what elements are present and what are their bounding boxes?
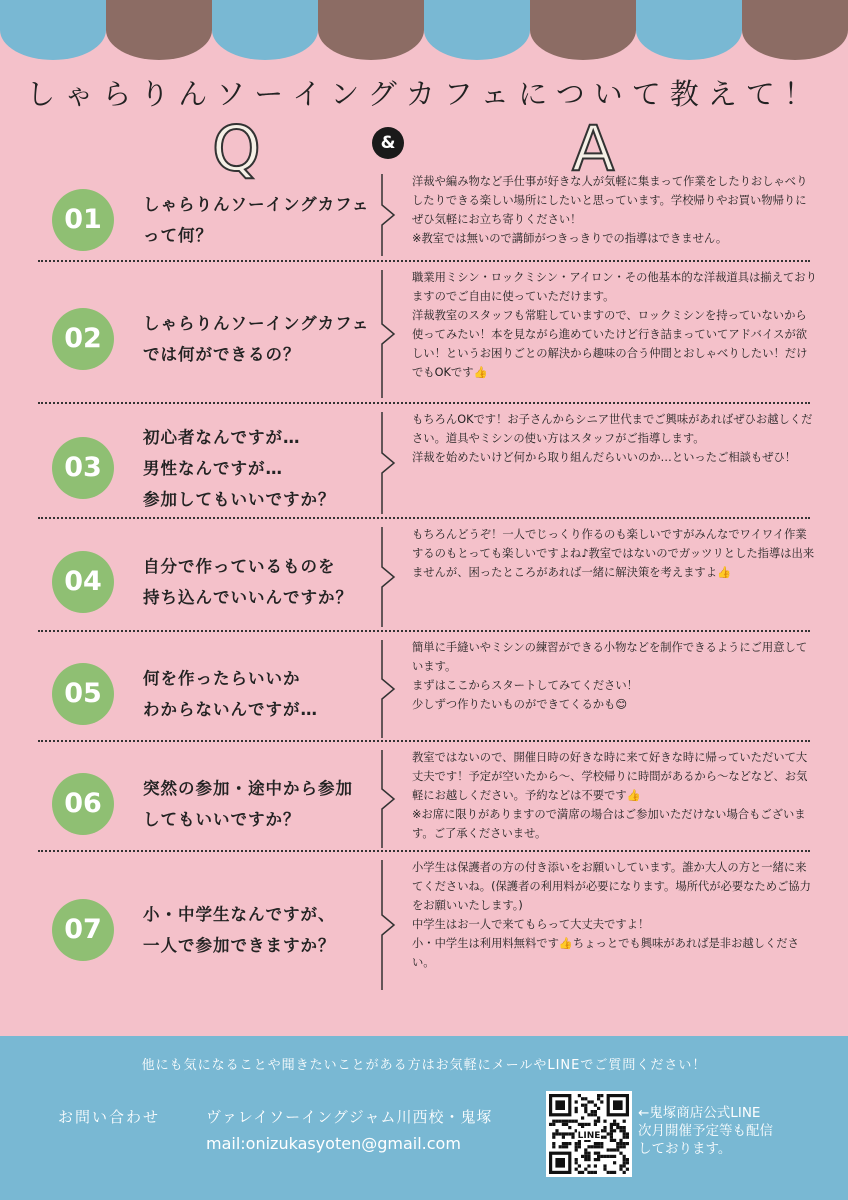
line-note-line: ←鬼塚商店公式LINE: [638, 1105, 761, 1121]
question-line: 自分で作っているものを: [143, 557, 336, 576]
answer-text: [412, 748, 817, 843]
line-qr-code[interactable]: [546, 1091, 632, 1177]
bracket-divider: [378, 412, 398, 514]
question-line: しゃらりんソーイングカフェ: [143, 314, 370, 333]
bracket-divider: [378, 860, 398, 990]
question-line: 参加してもいいですか？: [143, 489, 336, 509]
qa-item: [0, 410, 848, 522]
bracket-divider: [378, 270, 398, 398]
question-text: [143, 189, 378, 251]
contact-school: ヴァレイソーイングジャム川西校・鬼塚: [206, 1108, 493, 1126]
a-letter: A: [572, 112, 615, 185]
answer-text: [412, 638, 817, 714]
contact-label: お問い合わせ: [58, 1108, 161, 1126]
awning-stripe: [636, 0, 742, 60]
question-text: [143, 663, 378, 725]
awning-stripe: [424, 0, 530, 60]
footer-message: 他にも気になることや聞きたいことがある方はお気軽にメールやLINEでご質問ください！: [141, 1058, 707, 1073]
question-line: では何ができるの？: [143, 345, 301, 364]
question-line: わからないんですが…: [143, 700, 318, 719]
contact-email[interactable]: mail:onizukasyoten@gmail.com: [206, 1134, 461, 1153]
awning-stripe: [212, 0, 318, 60]
answer-paragraph: 小学生は保護者の方の付き添いをお願いしています。誰か大人の方と一緒に来てくださいね。(保護者の利用料が必要になります。場所代が必要なためご協力をお願いいたします。): [412, 861, 811, 912]
answer-text: [412, 410, 817, 467]
question-line: 何を作ったらいいか: [143, 669, 301, 688]
item-number-badge: 01: [52, 189, 114, 251]
question-line: してもいいですか？: [143, 810, 301, 829]
answer-paragraph: 中学生はお一人で来てもらって大丈夫ですよ！: [412, 918, 650, 931]
awning-stripe: [742, 0, 848, 60]
question-line: って何？: [143, 226, 213, 245]
question-line: 小・中学生なんですが、: [143, 905, 336, 924]
qa-item: [0, 858, 848, 998]
question-line: 初心者なんですが…: [143, 427, 301, 447]
answer-paragraph: まずはここからスタートしてみてください！: [412, 679, 638, 692]
item-number-badge: 04: [52, 551, 114, 613]
awning-stripe: [106, 0, 212, 60]
answer-paragraph: 洋裁や編み物など手仕事が好きな人が気軽に集まって作業をしたりおしゃべりしたりできる楽しい場所にしたいと思っています。学校帰りやお買い物帰りにぜひ気軽にお立ち寄りください！: [412, 175, 808, 226]
answer-text: [412, 525, 817, 582]
answer-paragraph: 洋裁教室のスタッフも常駐していますので、ロックミシンを持っていないから使ってみたい！本を見ながら進めていたけど行き詰まっていてアドバイスが欲しい！というお困りごとの解決から趣味の合う仲間とおしゃべりしたい！だけでもOKです👍: [412, 309, 808, 379]
qa-item: [0, 748, 848, 856]
dotted-divider: [38, 740, 810, 742]
answer-text: [412, 172, 817, 248]
item-number-badge: 06: [52, 773, 114, 835]
answer-paragraph: 職業用ミシン・ロックミシン・アイロン・その他基本的な洋裁道具は揃えておりますのでご自由に使っていただけます。: [412, 271, 817, 303]
q-letter: Q: [212, 112, 261, 185]
bracket-divider: [378, 750, 398, 848]
qa-item: [0, 525, 848, 635]
answer-paragraph: 洋裁を始めたいけど何から取り組んだらいいのか…といったご相談もぜひ！: [412, 451, 797, 464]
qa-item: [0, 638, 848, 746]
ampersand-badge: &: [372, 127, 404, 159]
awning-stripe: [0, 0, 106, 60]
answer-text: [412, 268, 817, 382]
answer-paragraph: 教室ではないので、開催日時の好きな時に来て好きな時に帰っていただいて大丈夫です！予定が空いたから〜、学校帰りに時間があるから〜などなど、お気軽にお越しください。予約などは不要です👍: [412, 751, 808, 802]
dotted-divider: [38, 630, 810, 632]
line-note-line: しております。: [638, 1141, 732, 1157]
qr-line-logo: LINE: [577, 1131, 601, 1141]
qa-item: [0, 172, 848, 264]
footer: [0, 1036, 848, 1200]
page-title: しゃらりんソーイングカフェについて教えて！: [26, 77, 822, 111]
dotted-divider: [38, 260, 810, 262]
answer-paragraph: 小・中学生は利用料無料です👍ちょっとでも興味があれば是非お越しください。: [412, 937, 799, 969]
bracket-divider: [378, 640, 398, 738]
question-line: 突然の参加・途中から参加: [143, 779, 353, 798]
bracket-divider: [378, 174, 398, 256]
item-number-badge: 03: [52, 437, 114, 499]
awning-stripe: [318, 0, 424, 60]
question-line: しゃらりんソーイングカフェ: [143, 195, 370, 214]
question-line: 持ち込んでいいんですか？: [143, 588, 353, 607]
item-number-badge: 07: [52, 899, 114, 961]
line-note: [638, 1104, 773, 1158]
question-text: [143, 773, 378, 835]
question-text: [143, 422, 378, 515]
answer-paragraph: 簡単に手縫いやミシンの練習ができる小物などを制作できるようにご用意しています。: [412, 641, 808, 673]
dotted-divider: [38, 402, 810, 404]
line-note-line: 次月開催予定等も配信: [638, 1123, 773, 1139]
awning-decoration: [0, 0, 848, 62]
answer-text: [412, 858, 817, 972]
answer-paragraph: もちろんOKです！お子さんからシニア世代までご興味があればぜひお越しください。道具やミシンの使い方はスタッフがご指導します。: [412, 413, 813, 445]
item-number-badge: 02: [52, 308, 114, 370]
answer-paragraph: もちろんどうぞ！一人でじっくり作るのも楽しいですがみんなでワイワイ作業するのもとっても楽しいですよね♪教室ではないのでガッツリとした指導は出来ませんが、困ったところがあれば一緒に解決策を考えますよ👍: [412, 528, 815, 579]
item-number-badge: 05: [52, 663, 114, 725]
bracket-divider: [378, 527, 398, 627]
question-text: [143, 308, 378, 370]
qa-item: [0, 268, 848, 406]
answer-paragraph: ※お席に限りがありますので満席の場合はご参加いただけない場合もございます。ご了承くださいませ。: [412, 808, 806, 840]
question-line: 男性なんですが…: [143, 458, 283, 478]
dotted-divider: [38, 517, 810, 519]
question-text: [143, 899, 378, 961]
answer-paragraph: 少しずつ作りたいものができてくるかも😊: [412, 698, 628, 711]
question-text: [143, 551, 378, 613]
dotted-divider: [38, 850, 810, 852]
answer-paragraph: ※教室では無いので講師がつきっきりでの指導はできません。: [412, 232, 728, 245]
question-line: 一人で参加できますか？: [143, 936, 336, 955]
awning-stripe: [530, 0, 636, 60]
